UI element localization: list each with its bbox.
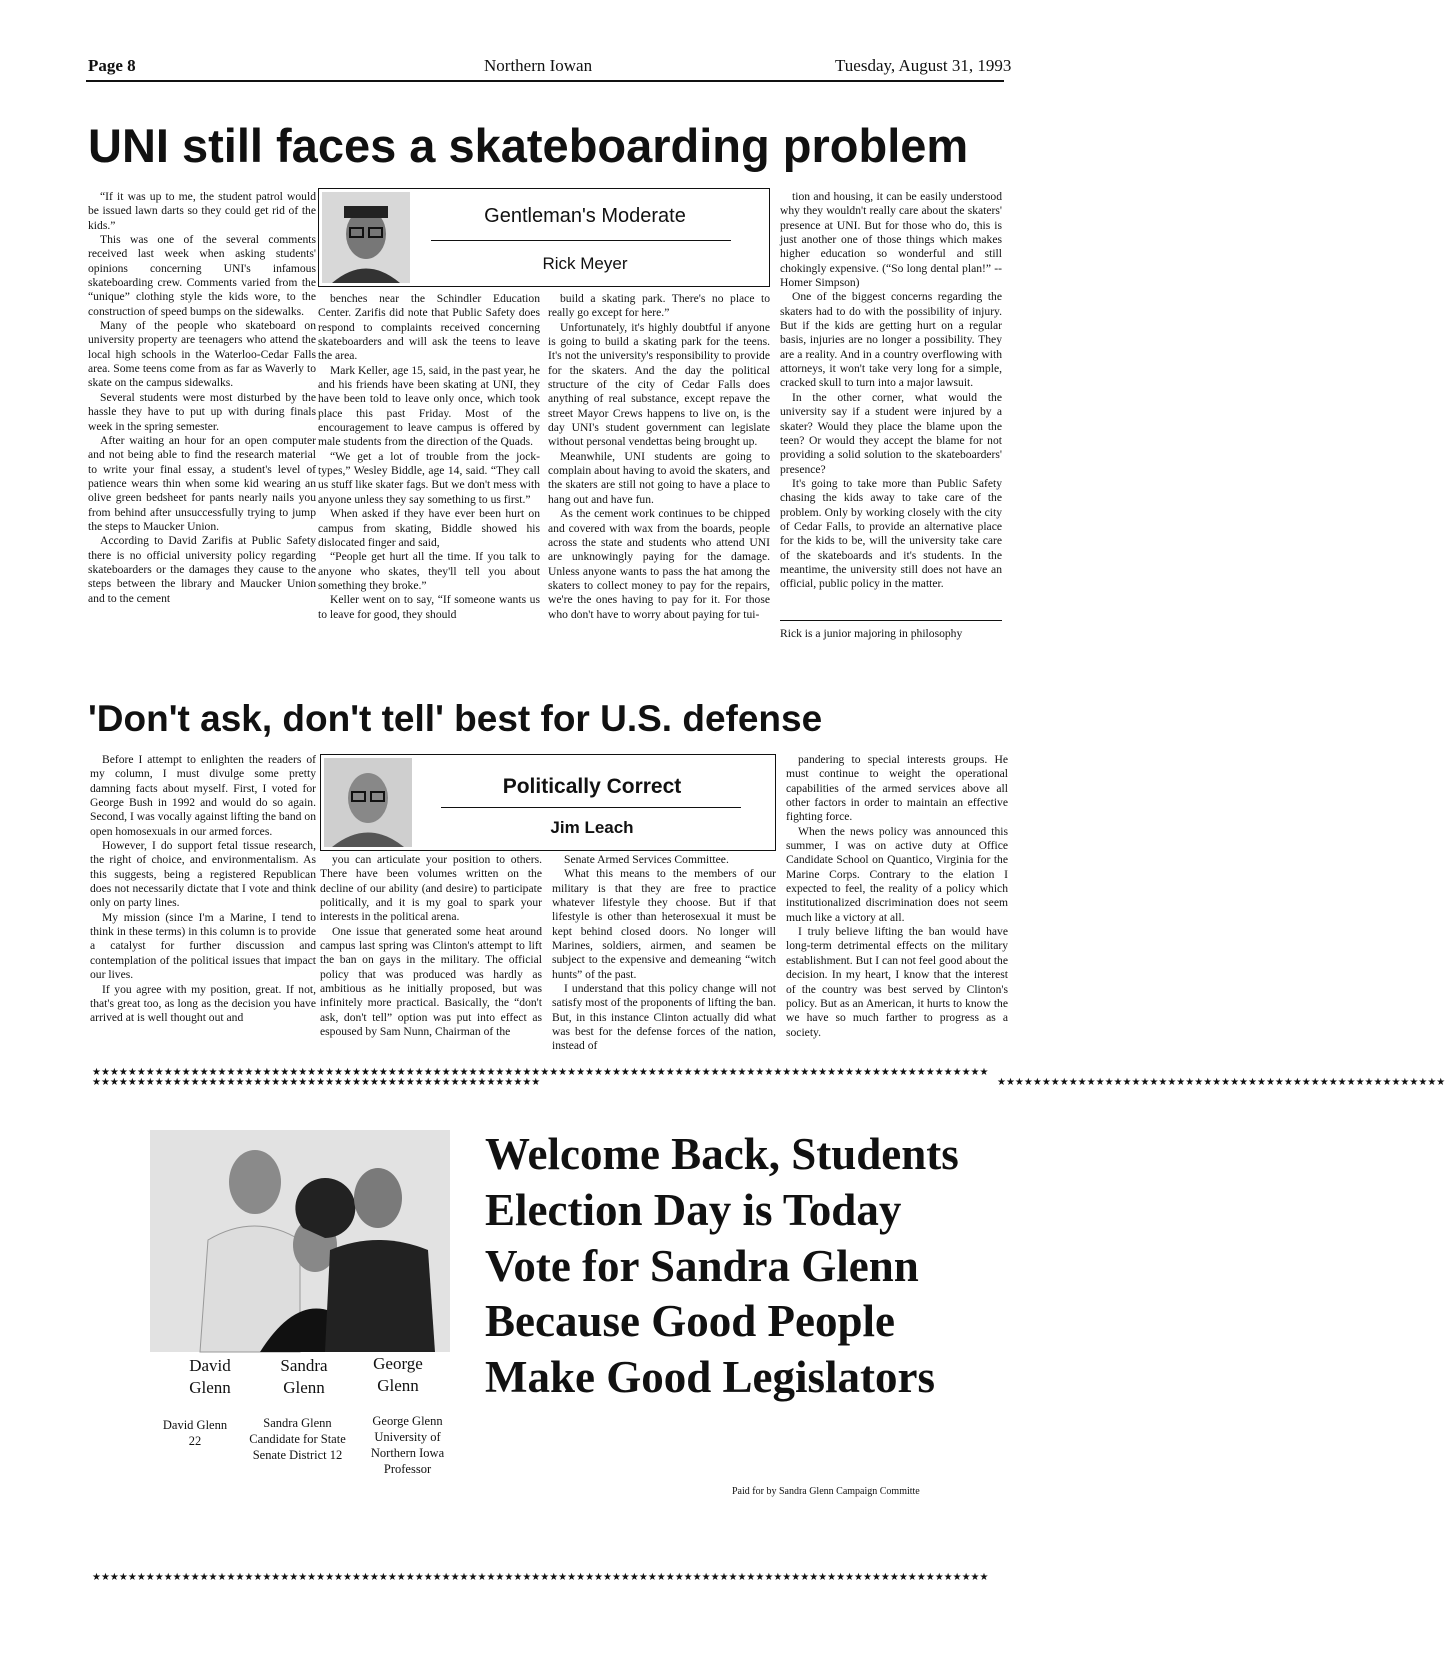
last-name: Glenn <box>189 1378 231 1397</box>
article1-column-1 <box>88 190 316 606</box>
article1-column-3 <box>548 292 770 622</box>
paragraph: Meanwhile, UNI students are going to complain about having to avoid the skaters, and the skaters are still not going to have a place to hang out and have fun. <box>548 449 770 506</box>
caption-line: Northern Iowa <box>370 1446 445 1460</box>
box-divider <box>431 240 731 241</box>
caption-george <box>360 1413 455 1477</box>
article2-column-3 <box>552 853 776 1054</box>
article1-column-2 <box>318 292 540 622</box>
paragraph: This was one of the several comments received last week when asking students' opinions concerning UNI's infamous skateboarding crew. Comments varied from the “unique” clothing style the kids wore, to the construction of speed bumps on the sidewalks. <box>88 233 316 318</box>
ad-line-1: Welcome Back, Students <box>485 1129 959 1179</box>
photo-name-david <box>170 1355 250 1399</box>
paragraph: What this means to the members of our military is that they are free to practice whatever lifestyle they choose. But if that lifestyle is other than heterosexual it must be kept behind closed doors. No longer will Marines, soldiers, airmen, and seamen be subject to the expensive and demeaning “witch hunts” of the past. <box>552 867 776 981</box>
article2-column-4 <box>786 753 1008 1040</box>
caption-sandra <box>240 1415 355 1463</box>
family-portrait-icon <box>150 1130 450 1352</box>
paragraph: If you agree with my position, great. If not, that's great too, as long as the decision you have arrived at is well thought out and <box>90 982 316 1025</box>
article2-column-2 <box>320 853 542 1039</box>
caption-line: David Glenn <box>162 1418 228 1432</box>
paragraph: In the other corner, what would the university say if a student were injured by a skater? Would they place the blame upon the teen? Or would they accept the blame for not providing a solid solution to the skateboarders' presence? <box>780 390 1002 476</box>
article2-headline: 'Don't ask, don't tell' best for U.S. defense <box>88 698 823 739</box>
header-rule <box>86 80 1004 82</box>
caption-line: Professor <box>383 1462 432 1476</box>
paragraph: you can articulate your position to others. There have been volumes written on the decline of our ability (and desire) to participate politically, and it is my goal to spark your interests in the political arena. <box>320 853 542 924</box>
paid-for-disclaimer: Paid for by Sandra Glenn Campaign Committe <box>732 1486 920 1497</box>
paragraph: Mark Keller, age 15, said, in the past year, he and his friends have been skating at UNI, they have been told to leave only once, which took place this past Friday. Most of the encouragement to leave campus is offered by male students from the direction of the Quads. <box>318 363 540 449</box>
star-border-right: ★★★★★★★★★★★★★★★★★★★★★★★★★★★★★★★★★★★★★★★★★★★★★★★★★★ <box>997 1077 1445 1088</box>
paragraph: “If it was up to me, the student patrol would be issued lawn darts so they could get rid of the kids.” <box>88 190 316 232</box>
author-photo <box>322 192 410 283</box>
paragraph: It's going to take more than Public Safety chasing the kids away to take care of the problem. Only by working closely with the city of Cedar Falls, to provide an alternative place for the kids to be, will the university take care of the skateboards and it's students. In the meantime, the university still does not have an official, public policy in the matter. <box>780 476 1002 591</box>
paragraph: Unfortunately, it's highly doubtful if anyone is going to build a skating park for the teens. It's not the university's responsibility to provide for the skaters. And the day the political structure of the city of Cedar Falls does anything of real substance, except repave the street Mayor Crews happens to live on, is the day UNI's student government can legislate without personal vendettas being brought up. <box>548 320 770 449</box>
first-name: George <box>373 1354 423 1373</box>
ad-line-2: Election Day is Today <box>485 1185 902 1235</box>
paragraph: Senate Armed Services Committee. <box>564 853 729 866</box>
first-name: Sandra <box>280 1356 328 1375</box>
column-header-box-2 <box>320 754 776 851</box>
paragraph: My mission (since I'm a Marine, I tend to think in these terms) in this column is to provide a catalyst for further discussion and contemplation of the political issues that impact our lives. <box>90 910 316 982</box>
paragraph: benches near the Schindler Education Center. Zarifis did note that Public Safety does respond to complaints received concerning skateboarders and will ask the teens to leave the area. <box>318 292 540 363</box>
paragraph: Many of the people who skateboard on university property are teenagers who attend the local high schools in the Waterloo-Cedar Falls area. Some teens come from as far as Waverly to skate on the campus sidewalks. <box>88 319 316 390</box>
box-divider <box>441 807 741 808</box>
caption-line: Sandra Glenn <box>263 1416 332 1430</box>
star-border-bottom: ★★★★★★★★★★★★★★★★★★★★★★★★★★★★★★★★★★★★★★★★★★★★★★★★★★★★★★★★★★★★★★★★★★★★★★★★★★★★★★★★★★★★★★★★★★★★★★★★★★★★ <box>92 1572 989 1583</box>
photo-name-george <box>358 1353 438 1397</box>
author-photo-2 <box>324 758 412 847</box>
portrait-icon <box>324 758 412 847</box>
star-border-left: ★★★★★★★★★★★★★★★★★★★★★★★★★★★★★★★★★★★★★★★★★★★★★★★★★★ <box>92 1077 541 1088</box>
paragraph: One issue that generated some heat around campus last spring was Clinton's attempt to lift the ban on gays in the military. The official policy that was produced was hardly as ambitious as he initially proposed, but was infinitely more practical. Basically, the “don't ask, don't tell” option was put into effect as espoused by Sam Nunn, Chairman of the <box>320 924 542 1039</box>
paragraph: “We get a lot of trouble from the jock-types,” Wesley Biddle, age 14, said. “They call us stuff like skater fags. But we don't mess with anyone unless they say something to us first.” <box>318 449 540 506</box>
last-name: Glenn <box>377 1376 419 1395</box>
paragraph: Before I attempt to enlighten the readers of my column, I must divulge some pretty damning facts about myself. First, I voted for George Bush in 1992 and would do so again. Second, I was vocally against lifting the band on open homosexuals in our armed forces. <box>90 753 316 838</box>
article1-headline: UNI still faces a skateboarding problem <box>88 119 969 172</box>
paragraph: tion and housing, it can be easily understood why they wouldn't really care about the skaters' presence at UNI. But for those who do, this is just another one of those things which makes higher education so wonderful and still chokingly expensive. (“So long dental plan!” -- Homer Simpson) <box>780 190 1002 290</box>
paragraph: “People get hurt all the time. If you talk to anyone who skates, they'll tell you about something they broke.” <box>318 550 540 592</box>
ad-line-5: Make Good Legislators <box>485 1352 935 1402</box>
article2-column-1 <box>90 753 316 1026</box>
author-bio: Rick is a junior majoring in philosophy <box>780 627 963 640</box>
page-number: Page 8 <box>88 56 136 75</box>
portrait-icon <box>322 192 410 283</box>
paragraph: I truly believe lifting the ban would have long-term detrimental effects on the military establishment. But I can not feel good about the decision. In my heart, I know that the interest of the country was best served by Clinton's policy. But as an American, it hurts to know the we have so much farther to progress as a society. <box>786 925 1008 1039</box>
newspaper-name: Northern Iowan <box>484 56 593 75</box>
paragraph: When the news policy was announced this summer, I was on active duty at Office Candidate School on Quantico, Virginia for the Marine Corps. Contrary to the elation I expected to feel, the reality of a policy which institutionalized discrimination does not seem much like a victory at all. <box>786 824 1008 924</box>
bio-rule <box>780 620 1002 621</box>
paragraph: I understand that this policy change will not satisfy most of the proponents of lifting the ban. But, in this instance Clinton actually did what was best for the defense forces of the nation, instead of <box>552 982 776 1053</box>
caption-line: 22 <box>188 1434 202 1448</box>
caption-david <box>150 1417 240 1449</box>
paragraph: pandering to special interests groups. He must continue to weight the operational capabilities of the armed services above all other factors in order to maintain an effective fighting force. <box>786 753 1008 824</box>
caption-line: Candidate for State <box>249 1432 346 1446</box>
candidate-family-photo <box>150 1130 450 1352</box>
paragraph: However, I do support fetal tissue research, the right of choice, and environmentalism. As this suggests, being a registered Republican does not necessarily dictate that I vote and think only on party lines. <box>90 839 316 910</box>
paragraph: When asked if they have ever been hurt on campus from skating, Biddle showed his dislocated finger and said, <box>318 507 540 549</box>
caption-line: George Glenn <box>372 1414 443 1428</box>
first-name: David <box>189 1356 231 1375</box>
caption-line: Senate District 12 <box>252 1448 343 1462</box>
column-author: Rick Meyer <box>542 254 628 273</box>
column-title: Gentleman's Moderate <box>484 205 686 227</box>
caption-line: University of <box>374 1430 441 1444</box>
ad-line-4: Because Good People <box>485 1296 895 1346</box>
star-border-top: ★★★★★★★★★★★★★★★★★★★★★★★★★★★★★★★★★★★★★★★★★★★★★★★★★★★★★★★★★★★★★★★★★★★★★★★★★★★★★★★★★★★★★★★★★★★★★★★★★★★★ <box>92 1067 989 1078</box>
column-title: Politically Correct <box>502 775 682 798</box>
photo-name-sandra <box>264 1355 344 1399</box>
paragraph: According to David Zarifis at Public Safety there is no official university policy regarding skateboarders or the damages they cause to the steps between the library and Maucker Union and to the cement <box>88 534 316 605</box>
article1-column-4 <box>780 190 1002 592</box>
issue-date: Tuesday, August 31, 1993 <box>835 56 1012 75</box>
paragraph: Keller went on to say, “If someone wants us to leave for good, they should <box>318 593 540 621</box>
paragraph: After waiting an hour for an open computer and not being able to find the research material to write your final essay, a student's level of patience wears thin when some kid wearing an olive green bedsheet for pants nearly nails you from behind after unsuccessfully trying to jump the steps to Maucker Union. <box>88 433 316 533</box>
last-name: Glenn <box>283 1378 325 1397</box>
column-header-box <box>318 188 770 287</box>
column-author: Jim Leach <box>550 818 634 837</box>
ad-line-3: Vote for Sandra Glenn <box>485 1241 919 1291</box>
paragraph: build a skating park. There's no place to really go except for here.” <box>548 292 770 320</box>
paragraph: Several students were most disturbed by the hassle they have to put up with during finals week in the spring semester. <box>88 390 316 433</box>
paragraph: One of the biggest concerns regarding the skaters had to do with the possibility of injury. But if the kids are getting hurt on a regular basis, injuries are no longer a possibility. They are a reality. And in a country overflowing with attorneys, it won't take very long for a simple, cracked skull to turn into a major lawsuit. <box>780 290 1002 390</box>
paragraph: As the cement work continues to be chipped and covered with wax from the boards, people across the state and students who attend UNI are unknowingly paying for the damage. Unless anyone wants to pass the hat among the skaters to collect money to pay for the repairs, we're the ones having to pay for it. For those who don't have to worry about paying for tui- <box>548 507 770 621</box>
